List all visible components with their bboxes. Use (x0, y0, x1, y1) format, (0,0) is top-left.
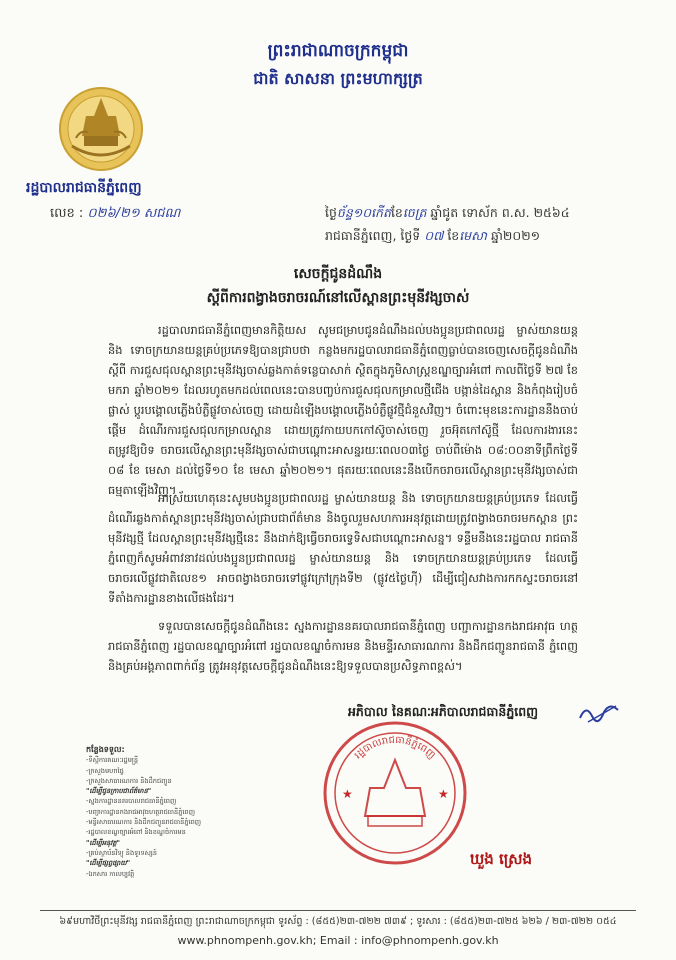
recipient-item: -មន្ទីរសាធារណការ និងដឹកជញ្ជូនរាជធានីភ្នំពេញ (86, 818, 202, 827)
recipients-list (86, 745, 256, 879)
svg-text:★: ★ (342, 787, 353, 801)
solar-date (325, 228, 540, 247)
notice-title: សេចក្តីជូនដំណឹង (293, 266, 383, 282)
solar-year: ឆ្នាំ២០២១ (490, 228, 541, 243)
recipient-item: -បញ្ជាការដ្ឋានកងរាជអាវុធហត្ថរាជធានីភ្នំពេញ (86, 807, 195, 816)
reference-value: ០២៦/២១ សជណ (87, 206, 181, 221)
governor-title: អភិបាល នៃគណៈអភិបាលរាជធានីភ្នំពេញ (348, 704, 539, 719)
solar-prefix: រាជធានីភ្នំពេញ, ថ្ងៃទី (325, 228, 421, 243)
solar-month-handwritten: មេសា (459, 228, 487, 243)
notice-subject: ស្តីពីការពង្វាងចរាចរណ៍នៅលើស្ពានព្រះមុនីវង្សចាស់ (206, 290, 470, 306)
governor-name: ឃួង ស្រេង (470, 850, 533, 868)
lunar-rest: ឆ្នាំជូត ទោស័ក ព.ស. ២៥៦៤ (430, 205, 570, 220)
website-link[interactable]: www.phnompenh.gov.kh (177, 934, 313, 947)
email-label: Email : (319, 934, 358, 947)
recipient-item: -ស្នងការដ្ឋាននគរបាលរាជធានីភ្នំពេញ (86, 797, 177, 806)
recipient-group-label: "ដើម្បីផ្សព្វផ្សាយ" (86, 859, 131, 868)
recipient-item: -គ្រប់ស្ថាប័នវិទ្យុ និងទូរទស្សន៍ (86, 848, 158, 857)
body-paragraph-2: អាស្រ័យហេតុនេះសូមបងប្អូនប្រជាពលរដ្ឋ ម្ចាស់យានយន្ត និង ទោចក្រយានយន្តគ្រប់ប្រភេទ ដែលធ្វើ ដំណើរឆ្លងកាត់ស្ពានព្រះមុនីវង្សចាស់ជ្រាបជាព័ត៌មាន និងចូលរួមសហការអនុវត្តដោយត្រូវពង្វាងចរាចរមកស្ពាន ព្រះមុនីវង្សថ្មី ដែលស្ពានព្រះមុនីវង្សថ្មីនេះ នឹងដាក់ឱ្យធ្វើចរាចរទ្វេទិសជាបណ្តោះអាសន្ន។ ទន្ទឹមនឹងនេះរដ្ឋបាល រាជធានីភ្នំពេញក៏សូមអំពាវនាវដល់បងប្អូនប្រជាពលរដ្ឋ ម្ចាស់យានយន្ត និង ទោចក្រយានយន្តគ្រប់ប្រភេទ ដែលធ្វើ ចរាចរលើផ្លូវជាតិលេខ១ អាចពង្វាងចរាចរទៅផ្លូវក្រៅក្រុងទី២ (ផ្លូវ៥ថ្ងៃហ៊ី) ដើម្បីជៀសវាងការកកស្ទះចរាចរនៅ ទីតាំងការដ្ឋានខាងលើផងដែរ។ (108, 491, 578, 605)
recipient-group-label: "ដើម្បីអនុវត្ត" (86, 838, 120, 847)
lunar-day-handwritten: ច័ន្ទ១០កើត (336, 205, 391, 220)
footer-address: ៦៩មហាវិថីព្រះមុនីវង្ស រាជធានីភ្នំពេញ ព្រះរាជាណាចក្រកម្ពុជា ទូរស័ព្ទ : (៨៥៥)២៣-៧២២ ៧៣៩ ; ទូរសារ : (៨៥៥)២៣-៧២៥ ៦២៦ / ២៣-៧២២ ០៥៤ (59, 916, 617, 927)
national-motto: ជាតិ សាសនា ព្រះមហាក្សត្រ (253, 69, 423, 88)
recipient-item: -ក្រសួងសាធារណការ និងដឹកជញ្ជូន (86, 776, 172, 785)
solar-day-handwritten: ០៧ (424, 228, 444, 243)
recipient-item: -ទីស្តីការគណៈរដ្ឋមន្ត្រី (86, 756, 139, 765)
footer-contact: www.phnompenh.gov.kh; Email : info@phnompenh.gov.kh (177, 934, 499, 947)
kingdom-heading: ព្រះរាជាណាចក្រកម្ពុជា (267, 41, 409, 61)
handwritten-signature (578, 700, 622, 726)
recipient-item: -រដ្ឋបាលខណ្ឌច្បារអំពៅ និងខណ្ឌចំការមន (86, 828, 186, 837)
svg-text:★: ★ (438, 787, 449, 801)
recipient-item: -ឯកសារ កាលប្បវត្តិ (86, 869, 135, 878)
footer-divider (40, 910, 636, 911)
ministry-name: រដ្ឋបាលរាជធានីភ្នំពេញ (26, 180, 142, 196)
lunar-date (325, 205, 570, 224)
recipients-heading: កន្លែងទទួល: (86, 745, 125, 754)
reference-number (50, 205, 180, 224)
lunar-month-handwritten: ចេត្រ (402, 205, 427, 220)
reference-label: លេខ : (50, 206, 84, 221)
ministry-seal-logo (58, 86, 144, 172)
official-red-stamp (320, 718, 470, 868)
email-link[interactable]: info@phnompenh.gov.kh (361, 934, 499, 947)
lunar-mid: ខែ (390, 205, 403, 220)
svg-text:រដ្ឋបាលរាជធានីភ្នំពេញ (352, 734, 437, 761)
recipient-item: -ក្រសួងមហាផ្ទៃ (86, 766, 124, 775)
body-paragraph-1: រដ្ឋបាលរាជធានីភ្នំពេញមានកិត្តិយស សូមជម្រាបជូនដំណឹងដល់បងប្អូនប្រជាពលរដ្ឋ ម្ចាស់យានយន្ត និង ទោចក្រយានយន្តគ្រប់ប្រភេទឱ្យបានជ្រាបថា កន្លងមករដ្ឋបាលរាជធានីភ្នំពេញធ្លាប់បានចេញសេចក្តីជូនដំណឹង ស្តីពី ការជួសជុលស្ពានព្រះមុនីវង្សចាស់ឆ្លងកាត់ទន្លេបាសាក់ ស្ថិតក្នុងភូមិសាស្ត្រខណ្ឌច្បារអំពៅ កាលពីថ្ងៃទី ២៧ ខែ មករា ឆ្នាំ២០២១ ដែលរហូតមកដល់ពេលនេះបានបញ្ចប់ការជួសជុលកម្រាលថ្មីជើង បង្កាន់ដៃស្ពាន និងកំពុងរៀបចំផ្លាស់ ប្តូរបង្គោលភ្លើងបំភ្លឺផ្លូវចាស់ចេញ ដោយដំឡើងបង្គោលភ្លើងបំភ្លឺផ្លូវថ្មីជំនួសវិញ។ ចំពោះមុខនេះការដ្ឋាននឹងចាប់ផ្តើម ដំណើរការជួសជុលកម្រាលស្ពាន ដោយត្រូវកាយបកកៅស៊ូចាស់ចេញ រួចអ៊ុតកៅស៊ូថ្មី ដែលការងារនេះតម្រូវឱ្យបិទ ចរាចរលើស្ពានព្រះមុនីវង្សចាស់ជាបណ្តោះអាសន្នរយៈពេល០៣ថ្ងៃ ចាប់ពីម៉ោង ០៨:០០នាទីព្រឹកថ្ងៃទី ០៨ ខែ មេសា ដល់ថ្ងៃទី១០ ខែ មេសា ឆ្នាំ២០២១។ ផុតរយៈពេលនេះនឹងបើកចរាចរលើស្ពានព្រះមុនីវង្សចាស់ជាធម្មតាឡើងវិញ។ (108, 323, 578, 497)
body-paragraph-3: ទទួលបានសេចក្តីជូនដំណឹងនេះ ស្នងការដ្ឋាននគរបាលរាជធានីភ្នំពេញ បញ្ជាការដ្ឋានកងរាជអាវុធ ហត្ថរាជធានីភ្នំពេញ រដ្ឋបាលខណ្ឌច្បារអំពៅ រដ្ឋបាលខណ្ឌចំការមន និងមន្ទីរសាធារណការ និងដឹកជញ្ជូនរាជធានី ភ្នំពេញ និងគ្រប់អង្គភាពពាក់ព័ន្ធ ត្រូវអនុវត្តសេចក្តីជូនដំណឹងនេះឱ្យទទួលបានប្រសិទ្ធភាពខ្ពស់។ (108, 619, 578, 673)
stamp-text: រដ្ឋបាលរាជធានីភ្នំពេញ (352, 734, 438, 762)
solar-mid: ខែ (447, 228, 460, 243)
recipient-group-label: "ដើម្បីជូនក្រាបជាព័ត៌មាន" (86, 787, 152, 796)
lunar-prefix: ថ្ងៃ (325, 205, 337, 220)
